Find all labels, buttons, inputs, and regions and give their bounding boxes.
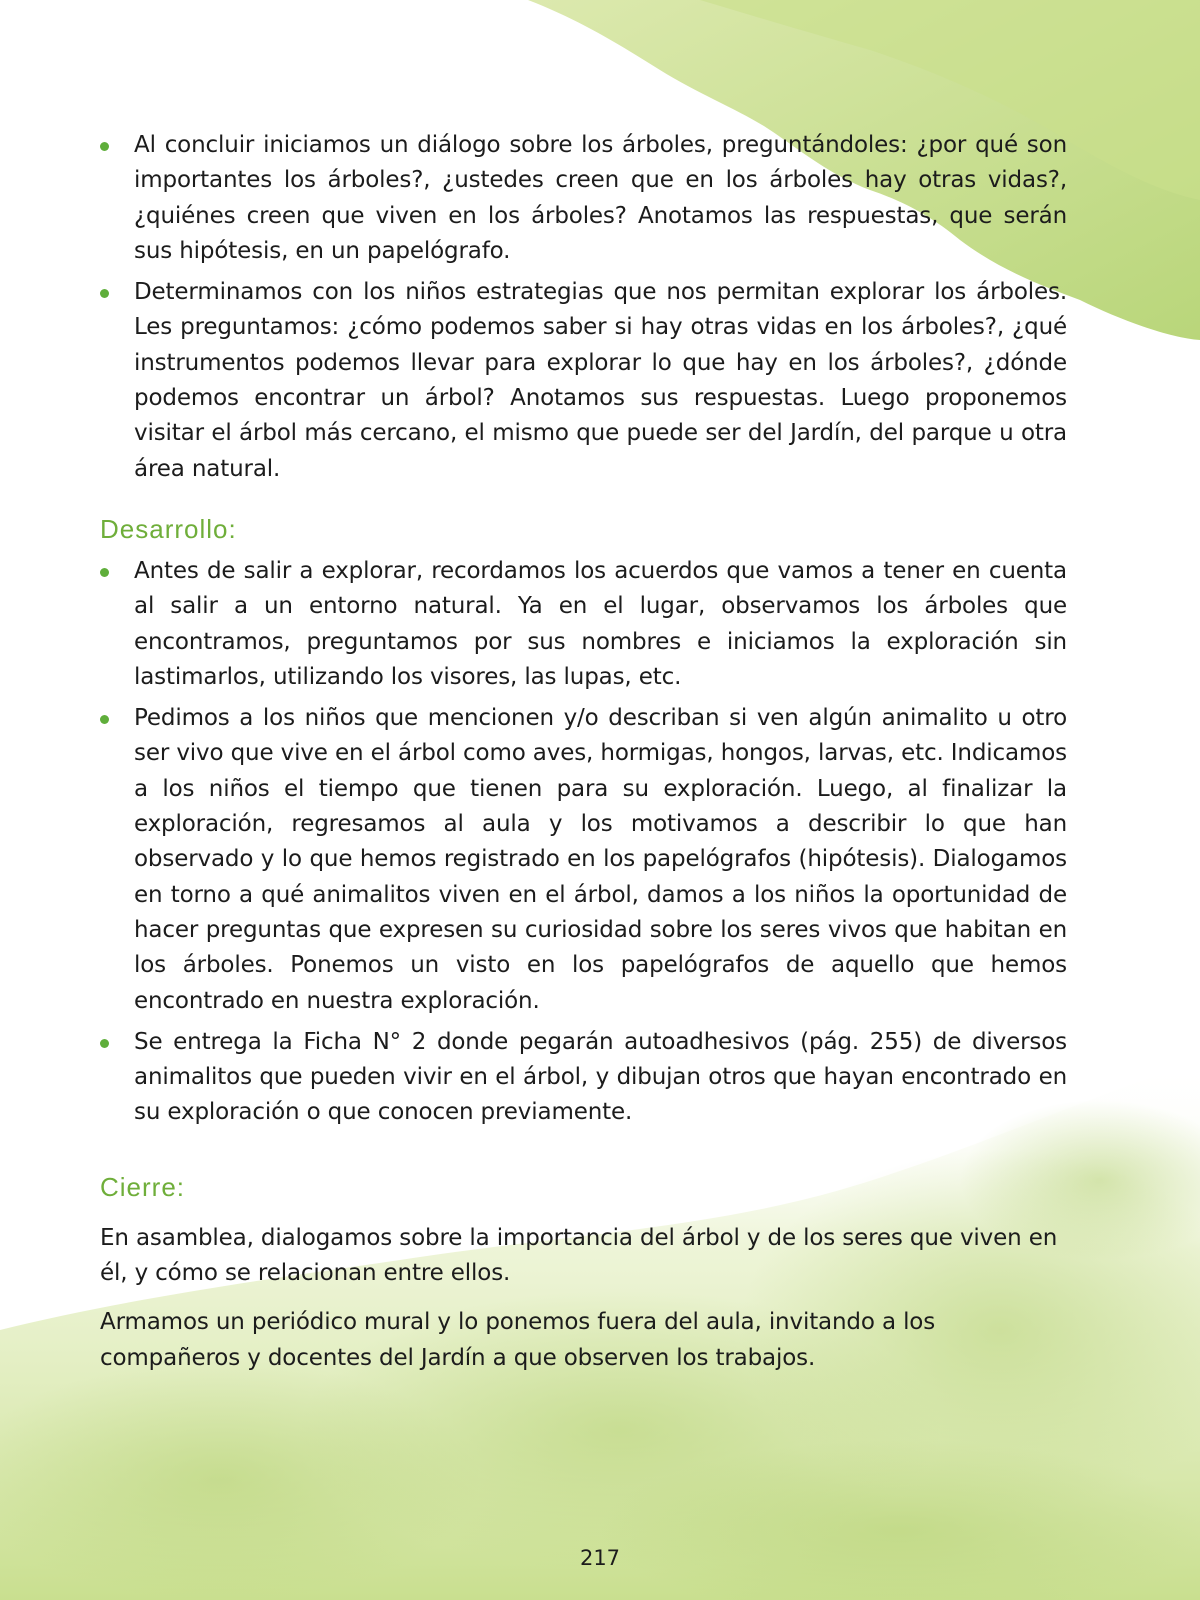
bullet-dot-icon <box>100 289 109 298</box>
list-item <box>100 1025 1067 1131</box>
cierre-paragraph: Armamos un periódico mural y lo ponemos fuera del aula, invitando a los compañeros y docentes del Jardín a que observen los trabajos. <box>100 1309 936 1371</box>
list-item <box>100 701 1067 1019</box>
page-number: 217 <box>579 1546 621 1570</box>
section-heading-desarrollo: Desarrollo: <box>100 513 237 544</box>
list-item-text: Antes de salir a explorar, recordamos los acuerdos que vamos a tener en cuenta al salir a un entorno natural. Ya en el lugar, observamos los árboles que encontramos, preguntamos por sus nombres e iniciamos la exploración sin lastimarlos, utilizando los visores, las lupas, etc. <box>134 557 1067 690</box>
bullet-dot-icon <box>100 715 109 724</box>
list-item-text: Determinamos con los niños estrategias que nos permitan explorar los árboles. Les preguntamos: ¿cómo podemos saber si hay otras vidas en los árboles?, ¿qué instrumentos podemos llevar para explorar lo que hay en los árboles?, ¿dónde podemos encontrar un árbol? Anotamos sus respuestas. Luego proponemos visitar el árbol más cercano, el mismo que puede ser del Jardín, del parque u otra área natural. <box>134 279 1067 482</box>
list-item-text: Se entrega la Ficha N° 2 donde pegarán autoadhesivos (pág. 255) de diversos animalitos que pueden vivir en el árbol, y dibujan otros que hayan encontrado en su exploración o que conocen previamente. <box>134 1028 1067 1126</box>
intro-list <box>100 128 1067 487</box>
list-item <box>100 275 1067 487</box>
list-item-text: Al concluir iniciamos un diálogo sobre los árboles, preguntándoles: ¿por qué son importantes los árboles?, ¿ustedes creen que en los árboles hay otras vidas?, ¿quiénes creen que viven en los árboles? Anotamos las respuestas, que serán sus hipótesis, en un papelógrafo. <box>134 132 1067 264</box>
page-content <box>100 128 1067 1390</box>
section-heading-cierre: Cierre: <box>100 1171 186 1202</box>
bullet-dot-icon <box>100 568 109 577</box>
list-item-text: Pedimos a los niños que mencionen y/o describan si ven algún animalito u otro ser vivo que vive en el árbol como aves, hormigas, hongos, larvas, etc. Indicamos a los niños el tiempo que tienen para su exploración. Luego, al finalizar la exploración, regresamos al aula y los motivamos a describir lo que han observado y lo que hemos registrado en los papelógrafos (hipótesis). Dialogamos en torno a qué animalitos viven en el árbol, damos a los niños la oportunidad de hacer preguntas que expresen su curiosidad sobre los seres vivos que habitan en los árboles. Ponemos un visto en los papelógrafos de aquello que hemos encontrado en nuestra exploración. <box>134 705 1067 1014</box>
list-item <box>100 128 1067 269</box>
bullet-dot-icon <box>100 142 109 151</box>
bullet-dot-icon <box>100 1039 109 1048</box>
desarrollo-list <box>100 554 1067 1131</box>
cierre-paragraph: En asamblea, dialogamos sobre la importancia del árbol y de los seres que viven en él, y cómo se relacionan entre ellos. <box>100 1224 1058 1287</box>
list-item <box>100 554 1067 695</box>
